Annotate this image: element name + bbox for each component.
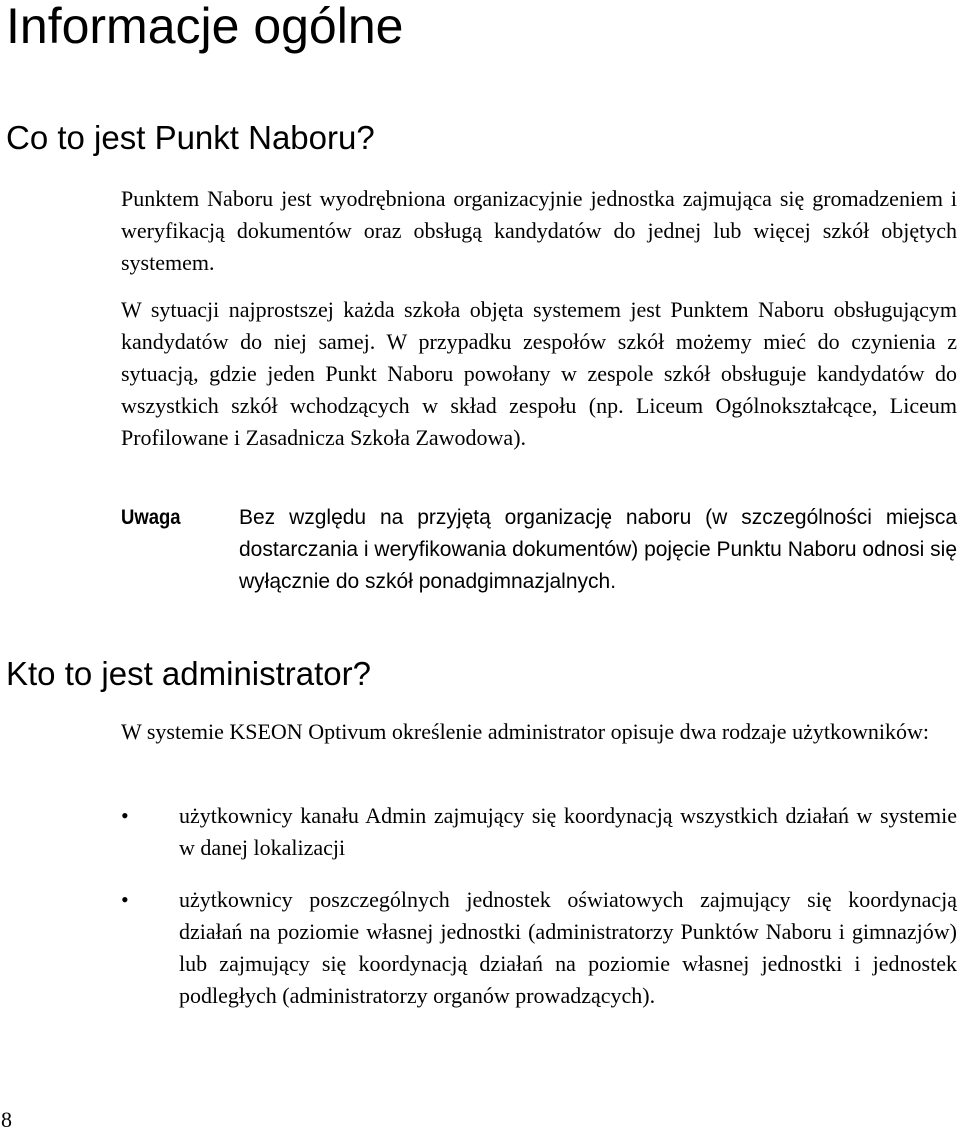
section-heading-punkt-naboru: Co to jest Punkt Naboru? — [6, 119, 375, 156]
bullet-icon: • — [121, 887, 129, 912]
paragraph-administrator-intro: W systemie KSEON Optivum określenie administrator opisuje dwa rodzaje użytkowników: — [121, 719, 929, 744]
paragraph-punkt-naboru-definition: Punktem Naboru jest wyodrębniona organizacyjnie jednostka zajmująca się gromadzeniem i weryfikacją dokumentów oraz obsługą kandydatów do jednej lub więcej szkół objętych systemem. — [121, 186, 957, 275]
list-item-text: użytkownicy kanału Admin zajmujący się koordynacją wszystkich działań w systemie w danej lokalizacji — [179, 803, 957, 860]
administrator-types-list — [121, 800, 957, 1032]
list-item — [121, 884, 957, 1012]
section-heading-administrator: Kto to jest administrator? — [6, 655, 371, 692]
list-item-text: użytkownicy poszczególnych jednostek oświatowych zajmujący się koordynacją działań na poziomie własnej jednostki (administratorzy Punktów Naboru i gimnazjów) lub zajmujący się koordynacją działań na poziomie własnej jednostki i jednostek podległych (administratorzy organów prowadzących). — [179, 887, 957, 1008]
page-number: 8 — [1, 1107, 12, 1132]
paragraph-punkt-naboru-situations: W sytuacji najprostszej każda szkoła objęta systemem jest Punktem Naboru obsługującym kandydatów do niej samej. W przypadku zespołów szkół możemy mieć do czynienia z sytuacją, gdzie jeden Punkt Naboru powołany w zespole szkół obsługuje kandydatów do wszystkich szkół wchodzących w skład zespołu (np. Liceum Ogólnokształcące, Liceum Profilowane i Zasadnicza Szkoła Zawodowa). — [121, 297, 957, 450]
page-title: Informacje ogólne — [6, 0, 404, 54]
list-item — [121, 800, 957, 864]
note-text: Bez względu na przyjętą organizację naboru (w szczególności miejsca dostarczania i weryfikowania dokumentów) pojęcie Punktu Naboru odnosi się wyłącznie do szkół ponadgimnazjalnych. — [239, 506, 957, 593]
bullet-icon: • — [121, 803, 129, 828]
note-label: Uwaga — [121, 506, 181, 529]
